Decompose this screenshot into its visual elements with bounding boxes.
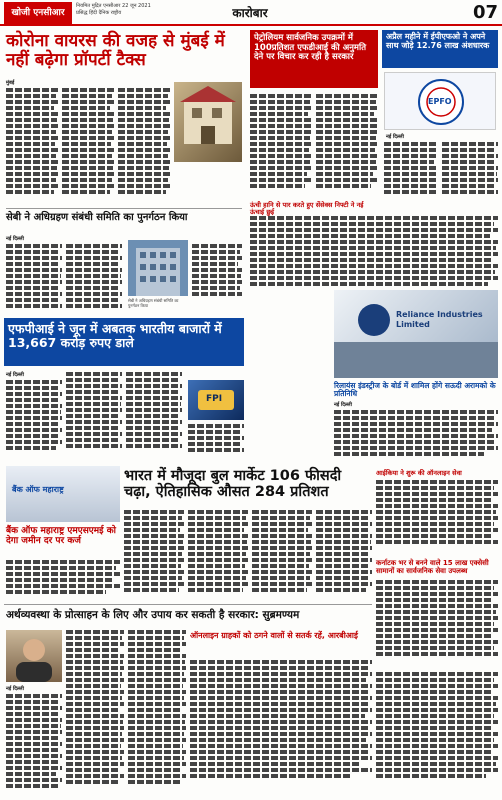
headline-corona: कोरोना वायरस की वजह से मुंबई में नहीं बढ़ेगा प्रॉपर्टी टैक्स <box>6 31 225 71</box>
body-rbi <box>190 660 372 794</box>
body-bull <box>124 510 184 600</box>
body-sebi-3 <box>192 244 242 316</box>
body-bank <box>6 560 120 600</box>
dateline-corona: मुंबई <box>6 80 15 86</box>
body-corona <box>6 88 58 198</box>
body-sebi <box>6 244 62 316</box>
body-karnataka-2 <box>376 672 498 794</box>
divider <box>6 208 242 209</box>
section-title: कारोबार <box>232 6 268 20</box>
headline-reliance: रिलायंस इंडस्ट्रीज के बोर्ड में शामिल होंगे सऊदी अरामको के प्रतिनिधि <box>334 381 496 399</box>
bank-sign-image <box>6 466 120 522</box>
body-fpi-2 <box>66 372 122 460</box>
newspaper-logo: खोजी एनसीआर <box>4 2 72 24</box>
headline-bank: बैंक ऑफ महाराष्ट्र एमएसएमई को देगा जमीन दर पर कर्ज <box>6 526 116 547</box>
body-bull-4 <box>316 510 372 600</box>
headline-epfo: अप्रैल महीने में ईपीएफओ ने अपने साथ जोड़े 12.76 लाख अंशधारक <box>386 32 490 50</box>
reliance-image <box>334 290 498 378</box>
sebi-building-image <box>128 240 188 296</box>
divider <box>4 604 372 605</box>
body-epfo-2 <box>442 142 498 198</box>
headline-karnataka: कर्नाटक भर से बनने वाले 15 लाख एक्सेसी सामानों का सार्वजनिक सेवा उपलब्ध <box>376 559 489 575</box>
headline-bull: भारत में मौजूदा बुल मार्केट 106 फीसदी चढ़ा, ऐतिहासिक औसत 284 प्रतिशत <box>124 468 342 501</box>
body-economy-3 <box>128 630 186 794</box>
body-reliance <box>334 410 498 466</box>
body-fpi-3 <box>126 372 182 460</box>
epfo-logo-label: EPFO <box>428 97 452 106</box>
dateline-economy: नई दिल्ली <box>6 686 24 692</box>
masthead <box>0 0 502 26</box>
fpi-badge: FPI <box>206 394 223 404</box>
dateline-fpi: नई दिल्ली <box>6 372 24 378</box>
headline-sebi: सेबी ने अधिग्रहण संबंधी समिति का पुनर्गठन किया <box>6 212 188 223</box>
reliance-sign-label: Reliance Industries Limited <box>396 310 483 329</box>
body-economy-2 <box>66 630 124 794</box>
body-petroleum <box>250 94 312 194</box>
caption-sebi: सेबी ने अधिग्रहण संबंधी समिति का पुनर्गठन किया <box>128 298 179 308</box>
subramanian-photo <box>6 630 62 682</box>
headline-ikea: आईकिया ने शुरू की ऑनलाइन सेवा <box>376 469 462 477</box>
body-corona-2 <box>62 88 114 198</box>
dateline-epfo: नई दिल्ली <box>386 134 404 140</box>
body-karnataka <box>376 580 498 668</box>
body-corona-3 <box>118 88 170 198</box>
body-bull-3 <box>252 510 312 600</box>
headline-fpi: एफपीआई ने जून में अबतक भारतीय बाजारों में 13,667 करोड़ रुपए डाले <box>8 321 222 350</box>
fpi-image <box>188 380 244 420</box>
body-bull-2 <box>188 510 248 600</box>
bank-sign-label: बैंक ऑफ महाराष्ट्र <box>12 485 64 494</box>
page-number: 07 <box>472 2 498 23</box>
date-line: नियमित मुद्रित एनसीआर 22 जून 2021 प्रसिद्ध हिंदी दैनिक राष्ट्रीय <box>76 3 151 16</box>
body-fpi <box>6 380 62 460</box>
body-fpi-4 <box>188 424 244 460</box>
headline-economy: अर्थव्यवस्था के प्रोत्साहन के लिए और उपाय कर सकती है सरकार: सुब्रमण्यम <box>6 609 300 621</box>
body-ikea <box>376 480 498 556</box>
body-economy <box>6 694 62 794</box>
body-epfo <box>384 142 438 198</box>
dateline-sebi: नई दिल्ली <box>6 236 24 242</box>
property-tax-image <box>174 82 242 162</box>
body-sebi-2 <box>66 244 122 316</box>
body-petroleum-2 <box>316 94 378 194</box>
dateline-reliance: नई दिल्ली <box>334 402 352 408</box>
headline-rbi: ऑनलाइन ग्राहकों को ठगने वालों से सतर्क रहें, आरबीआई <box>190 631 358 640</box>
epfo-logo-image <box>384 72 496 130</box>
headline-sensex: ऊंची हानि से पार करते हुए सेंसेक्स निफ्टी ने नई ऊंचाई छुई <box>250 201 364 217</box>
headline-petroleum: पेट्रोलियम सार्वजनिक उपक्रमों में 100प्रतिशत एफडीआई की अनुमति देने पर विचार कर रही है सरकार <box>254 33 367 63</box>
